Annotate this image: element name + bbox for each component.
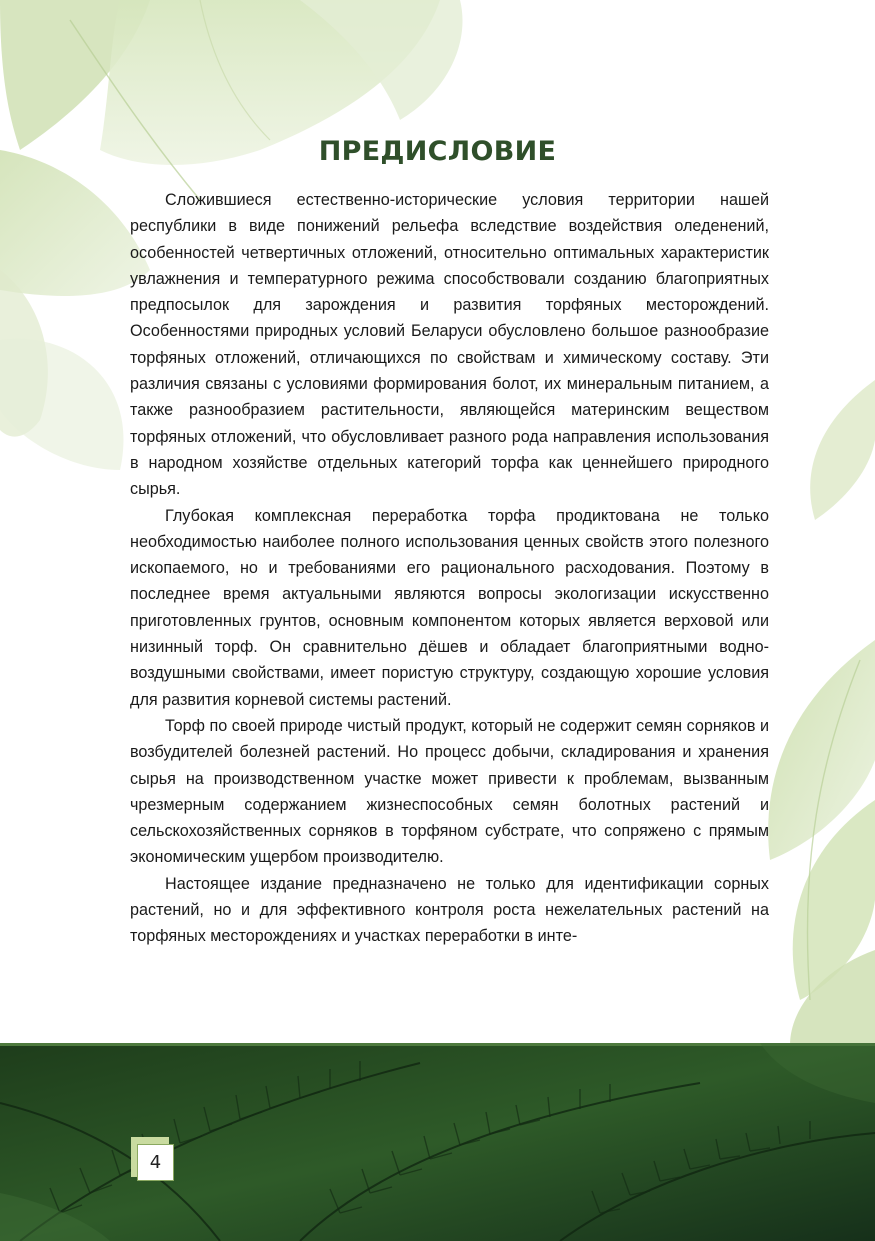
paragraph: Торф по своей природе чистый продукт, который не содержит семян сорняков и возбудителей болезней растений. Но процесс добычи, складирования и хранения сырья на производственном участке может привести к проблемам, вызванным чрезмерным содержанием жизнеспособных семян болотных растений и сельскохозяйственных сорняков в торфяном субстрате, что сопряжено с прямым экономическим ущербом производителю. xyxy=(130,716,769,867)
paragraph: Настоящее издание предназначено не только для идентификации сорных растений, но и для эффективного контроля роста нежелательных растений на торфяных месторождениях и участках переработки в инте- xyxy=(130,874,769,946)
body-text xyxy=(130,187,769,950)
page-number: 4 xyxy=(137,1144,174,1181)
paragraph: Глубокая комплексная переработка торфа продиктована не только необходимостью наиболее полного использования ценных свойств этого полезного ископаемого, но и требованиями его рационального расходования. Поэтому в последнее время актуальными являются вопросы экологизации искусственно приготовленных грунтов, основным компонентом которых является верховой или низинный торф. Он сравнительно дёшев и обладает благоприятными водно-воздушными свойствами, имеет пористую структуру, создающую хорошие условия для развития корневой системы растений. xyxy=(130,506,769,709)
page-title: ПРЕДИСЛОВИЕ xyxy=(318,136,557,167)
paragraph: Сложившиеся естественно-исторические условия территории нашей республики в виде понижений рельефа вследствие воздействия оледенений, особенностей четвертичных отложений, относительно оптимальных характеристик увлажнения и температурного режима способствовали созданию благоприятных предпосылок для зарождения и развития торфяных месторождений. Особенностями природных условий Беларуси обусловлено большое разнообразие торфяных отложений, отличающихся по свойствам и химическому составу. Эти различия связаны с условиями формирования болот, их минеральным питанием, а также разнообразием растительности, являющейся материнским веществом торфяных отложений, что обусловливает разного рода направления использования в народном хозяйстве отдельных категорий торфа как ценнейшего природного сырья. xyxy=(130,191,769,499)
page-number-badge xyxy=(131,1137,175,1185)
